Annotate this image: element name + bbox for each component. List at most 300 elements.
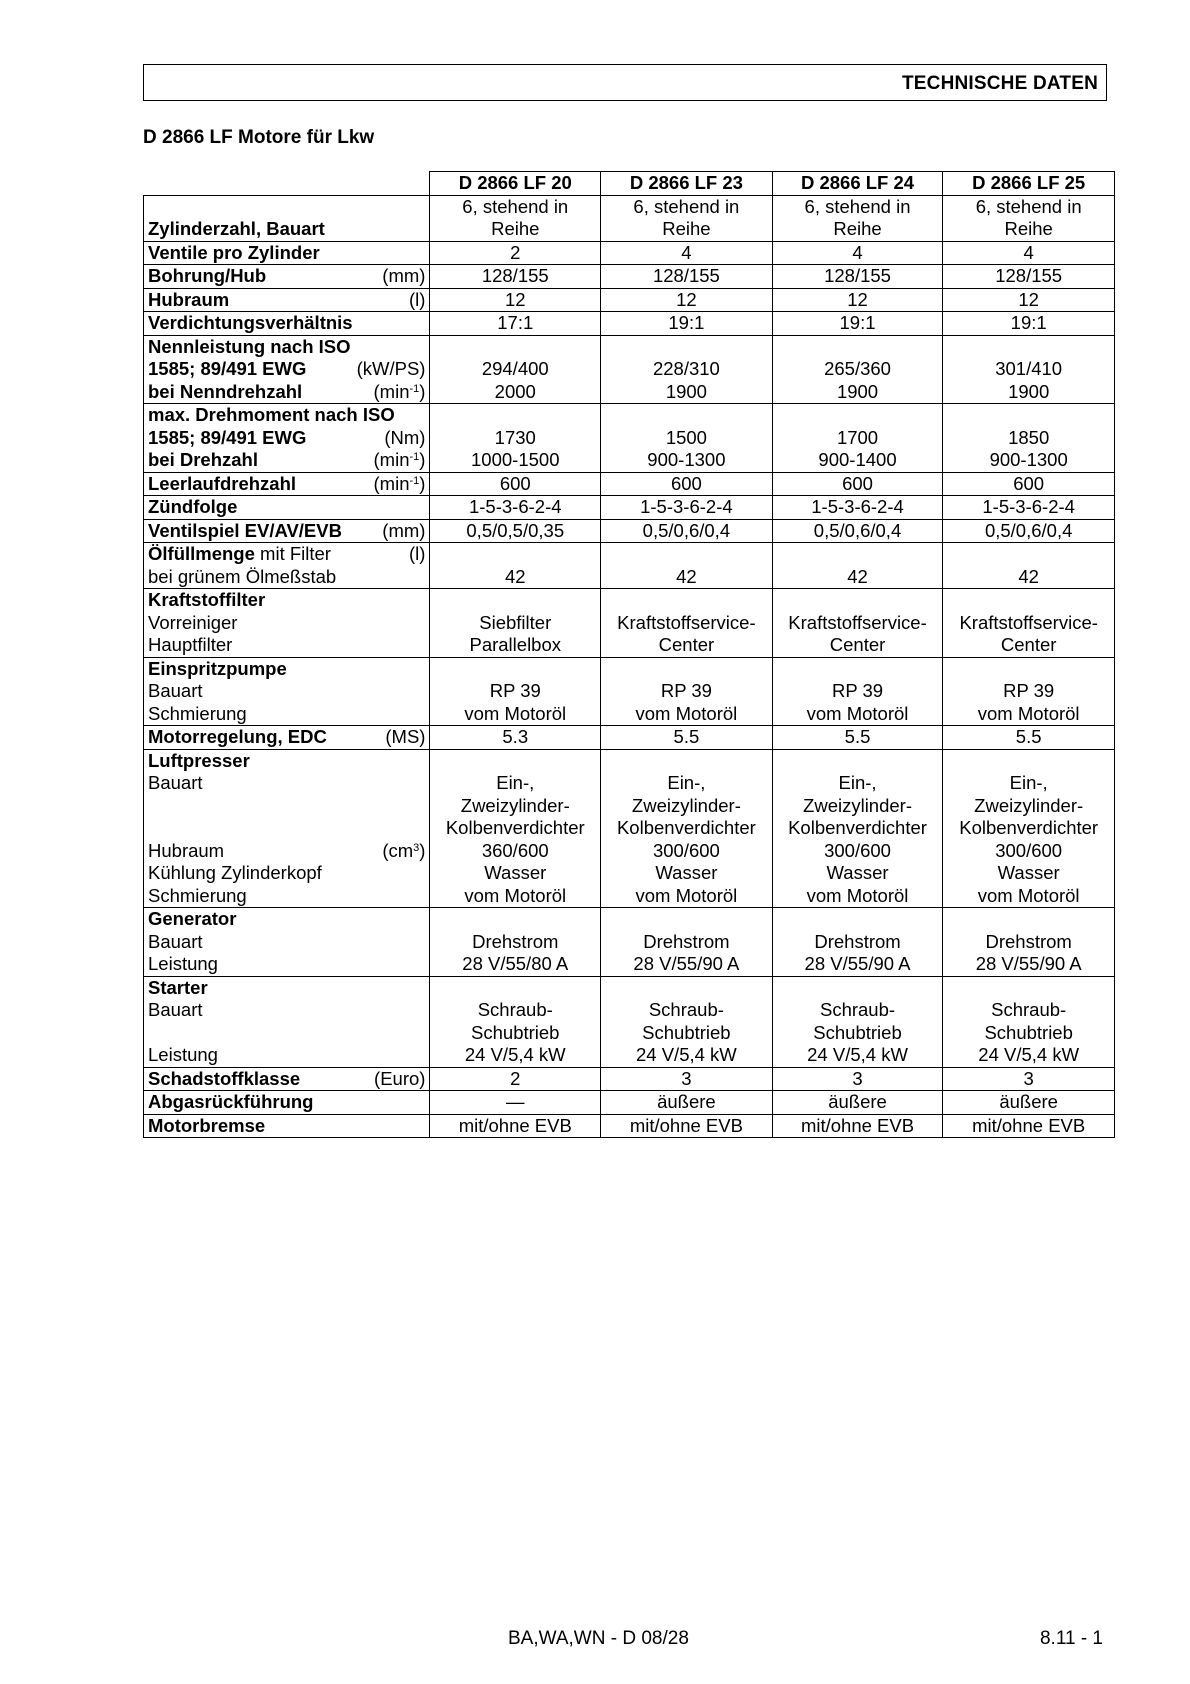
row-label-text [148, 817, 153, 840]
table-row [144, 472, 1115, 496]
row-label-line [148, 449, 425, 472]
row-unit-close: ) [419, 449, 426, 470]
row-label-text [148, 772, 203, 795]
value-text: 12 [1018, 288, 1039, 310]
row-unit-text: (mm) [382, 519, 426, 541]
value-cell [601, 496, 773, 520]
row-label-text [148, 999, 203, 1022]
footer-doc-reference: BA,WA,WN - D 08/28 [508, 1628, 689, 1649]
row-label-text [148, 703, 247, 726]
value-text: vom Motoröl [635, 702, 738, 724]
row-label-line [148, 427, 425, 450]
value-text: äußere [657, 1091, 716, 1112]
section-title: TECHNISCHE DATEN [901, 73, 1098, 94]
value-cell [601, 749, 773, 908]
row-label-text [148, 862, 322, 885]
value-text: 301/410 [995, 358, 1063, 379]
row-label-bold: Zylinderzahl, Bauart [148, 218, 325, 239]
value-text: 24 V/5,4 kW [464, 1044, 566, 1065]
row-label-line [148, 543, 425, 566]
row-label-text [148, 449, 258, 472]
row-label-cell [144, 908, 430, 977]
value-text: Kraftstoffservice- [959, 611, 1098, 633]
value-text: Zweizylinder- [631, 794, 741, 816]
value-text: mit/ohne EVB [458, 1114, 572, 1136]
row-label-text [148, 840, 224, 863]
row-label-bold: Motorbremse [148, 1114, 266, 1136]
value-cell [601, 657, 773, 726]
value-cell [601, 1114, 773, 1138]
table-row [144, 543, 1115, 589]
value-text: 28 V/55/90 A [975, 953, 1082, 974]
row-label-bold: Hubraum [148, 288, 230, 310]
value-text: 6, stehend in [804, 195, 911, 217]
row-label-line [148, 999, 425, 1022]
value-cell [430, 1091, 601, 1115]
value-cell [943, 265, 1115, 289]
row-label-normal: Vorreiniger [148, 611, 238, 633]
value-text: 4 [681, 241, 692, 263]
value-text: 2 [510, 241, 521, 263]
value-text: vom Motoröl [977, 884, 1080, 906]
value-cell [430, 241, 601, 265]
row-label-text [148, 726, 327, 749]
row-label-bold: 1585; 89/491 EWG [148, 358, 307, 379]
table-row [144, 726, 1115, 750]
row-unit-text: (kW/PS) [356, 358, 426, 379]
row-label-text [148, 381, 302, 404]
row-label-text [148, 218, 325, 241]
value-cell [772, 543, 943, 589]
value-text: 12 [847, 288, 868, 310]
value-text: 19:1 [839, 312, 876, 333]
row-label-text [148, 1091, 313, 1114]
value-cell [430, 976, 601, 1067]
table-row [144, 335, 1115, 404]
row-label-line [148, 381, 425, 404]
value-cell [601, 404, 773, 473]
row-label-line [148, 885, 425, 908]
row-label-text [148, 795, 153, 818]
value-text: Zweizylinder- [803, 794, 912, 816]
value-cell [772, 335, 943, 404]
value-text: 19:1 [1010, 312, 1047, 333]
column-header: D 2866 LF 23 [601, 172, 773, 196]
value-text: Center [829, 634, 886, 655]
table-row [144, 404, 1115, 473]
row-label-text [148, 1022, 153, 1045]
value-cell [430, 496, 601, 520]
value-cell [601, 288, 773, 312]
value-cell [772, 312, 943, 336]
row-unit-text: (Euro) [374, 1067, 426, 1089]
row-unit-close: ) [419, 472, 426, 494]
value-text: Siebfilter [479, 611, 552, 633]
row-label-cell [144, 265, 430, 289]
value-text: 42 [1018, 565, 1039, 587]
value-text: 1730 [494, 426, 536, 448]
value-text: 1850 [1008, 426, 1050, 448]
value-text: Drehstrom [643, 930, 730, 952]
row-unit-text: (MS) [385, 726, 426, 747]
value-cell [943, 335, 1115, 404]
row-label-text [148, 473, 296, 496]
value-text: 1-5-3-6-2-4 [640, 496, 733, 517]
value-text: 1500 [665, 426, 707, 448]
table-row [144, 496, 1115, 520]
value-text: Drehstrom [814, 930, 901, 952]
value-cell [430, 288, 601, 312]
row-label-line [148, 1068, 425, 1091]
row-label-cell [144, 496, 430, 520]
row-label-text [148, 427, 306, 450]
value-text: 4 [852, 241, 863, 263]
table-row [144, 589, 1115, 658]
value-text: Ein-, [496, 772, 535, 793]
row-unit-text: (min [373, 380, 410, 402]
row-label-bold: Motorregelung, EDC [148, 726, 327, 747]
row-label-line [148, 242, 425, 265]
value-text: 6, stehend in [462, 195, 569, 217]
value-cell [943, 472, 1115, 496]
value-text: 900-1300 [989, 449, 1068, 470]
value-cell [772, 1091, 943, 1115]
value-cell [772, 976, 943, 1067]
row-label-line [148, 977, 425, 1000]
value-cell [943, 241, 1115, 265]
value-text: 17:1 [497, 312, 534, 333]
value-text: 1-5-3-6-2-4 [811, 496, 904, 517]
row-label-bold: Starter [148, 976, 208, 998]
row-unit-text: (min [373, 449, 410, 470]
row-label-cell [144, 519, 430, 543]
row-unit [382, 265, 425, 288]
value-cell [772, 657, 943, 726]
value-text: 265/360 [824, 358, 891, 379]
row-label-line [148, 496, 425, 519]
value-cell [430, 589, 601, 658]
value-text: 4 [1023, 241, 1034, 263]
value-text: — [506, 1091, 525, 1112]
row-unit-text: (mm) [382, 265, 426, 286]
row-label-line [148, 658, 425, 681]
row-label-bold: Bohrung/Hub [148, 265, 267, 286]
row-label-cell [144, 1067, 430, 1091]
row-label-bold: Ventilspiel EV/AV/EVB [148, 519, 342, 541]
row-label-text [148, 1044, 218, 1067]
value-text: RP 39 [831, 680, 884, 701]
row-label-bold: Leerlaufdrehzahl [148, 472, 297, 494]
table-row [144, 749, 1115, 908]
value-text: Drehstrom [472, 930, 559, 952]
value-cell [601, 976, 773, 1067]
value-cell [601, 472, 773, 496]
footer-page-number: 8.11 - 1 [1039, 1628, 1103, 1649]
value-cell [430, 908, 601, 977]
value-text: Wasser [655, 862, 718, 883]
value-text: RP 39 [660, 680, 712, 701]
row-label-text [148, 953, 218, 976]
value-text: 12 [676, 288, 697, 310]
table-row [144, 1067, 1115, 1091]
value-cell [601, 543, 773, 589]
value-text: Schubtrieb [813, 1021, 902, 1043]
value-cell [430, 1114, 601, 1138]
value-cell [601, 1067, 773, 1091]
value-text: 600 [842, 472, 873, 494]
value-text: 600 [670, 472, 702, 494]
value-text: Wasser [826, 862, 889, 883]
row-label-normal: Hauptfilter [148, 634, 233, 655]
value-text: vom Motoröl [977, 702, 1080, 724]
value-text: Kraftstoffservice- [617, 611, 756, 633]
value-text: 28 V/55/80 A [462, 953, 569, 974]
table-body [144, 195, 1115, 1138]
value-cell [772, 241, 943, 265]
value-cell [430, 657, 601, 726]
row-label-line [148, 862, 425, 885]
row-label-line [148, 566, 425, 589]
value-cell [943, 908, 1115, 977]
row-label-bold: Luftpresser [148, 749, 250, 771]
value-cell [943, 657, 1115, 726]
table-row [144, 288, 1115, 312]
value-cell [943, 195, 1115, 241]
value-cell [772, 472, 943, 496]
value-cell [430, 265, 601, 289]
row-label-bold: 1585; 89/491 EWG [148, 426, 307, 448]
row-label-line [148, 931, 425, 954]
value-text: 1900 [1008, 380, 1050, 402]
row-label-text [148, 885, 247, 908]
row-label-line [148, 634, 425, 657]
row-label-normal: Hubraum [148, 839, 225, 861]
value-cell [943, 312, 1115, 336]
value-text: 24 V/5,4 kW [978, 1044, 1080, 1065]
row-label-text [148, 680, 203, 703]
row-label-cell [144, 288, 430, 312]
row-label-text [148, 404, 395, 427]
table-row [144, 1114, 1115, 1138]
value-cell [772, 1067, 943, 1091]
row-unit [357, 358, 426, 381]
value-text: 42 [676, 565, 697, 587]
value-cell [430, 749, 601, 908]
row-label-bold: bei Nenndrehzahl [148, 380, 303, 402]
row-label-line [148, 520, 425, 543]
row-label-bold: max. Drehmoment nach ISO [148, 404, 395, 425]
row-label-normal: Bauart [148, 772, 203, 793]
row-label-line [148, 1022, 425, 1045]
value-cell [601, 265, 773, 289]
value-cell [943, 589, 1115, 658]
row-label-line [148, 772, 425, 795]
value-cell [601, 1091, 773, 1115]
value-text: Kolbenverdichter [445, 817, 585, 838]
value-cell [772, 908, 943, 977]
row-label-cell [144, 543, 430, 589]
row-label-line [148, 1044, 425, 1067]
value-text: Ein-, [1009, 772, 1048, 793]
value-text: 128/155 [481, 265, 549, 286]
value-cell [943, 1091, 1115, 1115]
row-label-text [148, 336, 351, 359]
value-text: 0,5/0,6/0,4 [642, 519, 731, 541]
row-unit-text: (l) [409, 288, 426, 310]
column-header: D 2866 LF 25 [943, 172, 1115, 196]
value-text: 3 [681, 1067, 692, 1089]
row-label-normal: Bauart [148, 999, 203, 1020]
value-text: 0,5/0,6/0,4 [813, 519, 902, 541]
value-cell [430, 519, 601, 543]
row-label-normal: Kühlung Zylinderkopf [148, 862, 322, 883]
row-label-line [148, 218, 425, 241]
value-cell [430, 1067, 601, 1091]
row-label-text [148, 265, 266, 288]
column-header: D 2866 LF 20 [430, 172, 601, 196]
row-label-line [148, 473, 425, 496]
row-label-text [148, 496, 237, 519]
table-row [144, 519, 1115, 543]
row-label-cell [144, 241, 430, 265]
row-label-cell [144, 589, 430, 658]
value-text: 294/400 [481, 358, 549, 379]
value-text: RP 39 [489, 680, 541, 701]
row-label-text [148, 1068, 300, 1091]
row-label-line [148, 795, 425, 818]
value-text: vom Motoröl [464, 884, 567, 906]
spec-table [143, 171, 1115, 1138]
row-label-line [148, 750, 425, 773]
row-unit [374, 473, 426, 496]
row-label-normal: bei grünem Ölmeßstab [148, 565, 337, 587]
row-unit-text: (min [373, 472, 410, 494]
value-text: 128/155 [652, 265, 720, 286]
row-label-text [148, 312, 353, 335]
value-text: Ein-, [838, 772, 877, 793]
value-cell [943, 404, 1115, 473]
value-text: Wasser [997, 862, 1060, 883]
value-text: 12 [504, 288, 526, 310]
row-label-bold: Ventile pro Zylinder [148, 241, 320, 263]
value-text: 42 [504, 565, 526, 587]
table-row [144, 195, 1115, 241]
value-text: Schraub- [991, 999, 1067, 1020]
row-label-bold: Einspritzpumpe [148, 657, 287, 679]
row-unit-superscript: 3 [413, 841, 420, 854]
value-text: vom Motoröl [806, 884, 909, 906]
value-cell [430, 312, 601, 336]
row-label-text [148, 289, 229, 312]
table-header-row [144, 172, 1115, 196]
value-text: vom Motoröl [635, 884, 738, 906]
value-text: Wasser [484, 862, 547, 883]
value-text: 360/600 [481, 839, 549, 861]
value-text: 2 [510, 1067, 521, 1089]
row-unit-text: (l) [409, 543, 426, 564]
value-cell [772, 589, 943, 658]
value-text: 300/600 [652, 839, 720, 861]
value-text: vom Motoröl [806, 702, 909, 724]
value-text: mit/ohne EVB [972, 1114, 1086, 1136]
row-label-normal: Leistung [148, 1044, 218, 1065]
value-cell [772, 404, 943, 473]
value-cell [772, 496, 943, 520]
value-text: 1900 [665, 380, 707, 402]
value-text: 300/600 [824, 839, 891, 861]
row-label-line [148, 336, 425, 359]
value-text: 0,5/0,5/0,35 [466, 519, 565, 541]
value-text: Ein-, [667, 772, 706, 793]
value-text: Reihe [662, 218, 711, 239]
row-label-text [148, 358, 306, 381]
value-text: 24 V/5,4 kW [636, 1044, 737, 1065]
row-label-bold: Generator [148, 908, 237, 929]
value-cell [430, 472, 601, 496]
table-row [144, 265, 1115, 289]
value-cell [772, 519, 943, 543]
row-unit [374, 381, 426, 404]
row-label-text [148, 750, 250, 773]
row-label-text [148, 242, 320, 265]
row-label-line [148, 404, 425, 427]
value-cell [430, 404, 601, 473]
value-cell [430, 726, 601, 750]
row-label-normal: Leistung [148, 953, 218, 974]
value-text: vom Motoröl [464, 702, 567, 724]
row-unit [409, 543, 425, 566]
row-label-bold: Abgasrückführung [148, 1091, 314, 1112]
row-label-line [148, 726, 425, 749]
row-label-text [148, 977, 208, 1000]
row-unit-close: ) [419, 380, 426, 402]
value-text: 0,5/0,6/0,4 [984, 519, 1073, 541]
value-text: mit/ohne EVB [629, 1114, 743, 1136]
value-text: Drehstrom [985, 930, 1072, 952]
value-text: 1700 [836, 426, 879, 448]
value-cell [943, 519, 1115, 543]
row-label-normal: Schmierung [148, 702, 247, 724]
value-text: 128/155 [995, 265, 1063, 286]
value-text: Zweizylinder- [460, 794, 570, 816]
row-label-normal: Bauart [148, 930, 203, 952]
value-cell [601, 589, 773, 658]
row-unit-text: (cm [382, 839, 414, 861]
row-label-line [148, 1091, 425, 1114]
row-label-text [148, 543, 331, 566]
row-label-text [148, 589, 265, 612]
value-text: Schraub- [477, 999, 553, 1020]
value-cell [772, 1114, 943, 1138]
value-cell [772, 288, 943, 312]
row-label-text [148, 908, 236, 931]
row-label-cell [144, 1114, 430, 1138]
table-row [144, 241, 1115, 265]
row-label-cell [144, 657, 430, 726]
value-text: 28 V/55/90 A [633, 953, 740, 974]
row-label-bold: bei Drehzahl [148, 449, 258, 470]
row-unit-superscript: -1 [409, 382, 420, 395]
value-text: Kolbenverdichter [959, 817, 1099, 838]
row-label-cell [144, 1091, 430, 1115]
value-text: Center [658, 634, 715, 655]
value-cell [430, 335, 601, 404]
value-text: 900-1400 [818, 449, 897, 470]
row-label-cell [144, 749, 430, 908]
value-text: Parallelbox [469, 634, 562, 655]
value-text: 600 [1013, 472, 1045, 494]
row-label-line [148, 953, 425, 976]
